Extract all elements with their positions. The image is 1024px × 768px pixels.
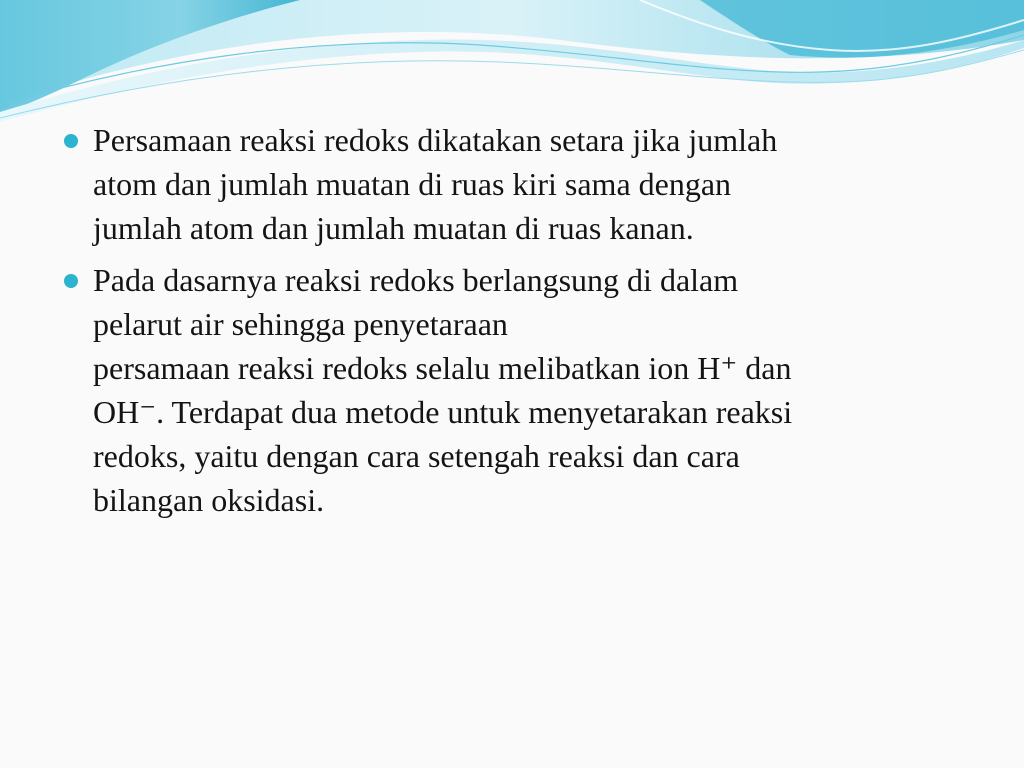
bullet-dot-icon bbox=[64, 274, 78, 288]
bullet-item bbox=[62, 118, 962, 250]
bullet-text: Pada dasarnya reaksi redoks berlangsung di dalam pelarut air sehingga penyetaraan persamaan reaksi redoks selalu melibatkan ion H⁺ dan OH⁻. Terdapat dua metode untuk menyetarakan reaksi redoks, yaitu dengan cara setengah reaksi dan cara bilangan oksidasi. bbox=[93, 262, 793, 518]
bullet-list bbox=[62, 118, 962, 522]
slide-content bbox=[62, 118, 962, 530]
bullet-item bbox=[62, 258, 962, 522]
wave-header-decoration bbox=[0, 0, 1024, 130]
bullet-text: Persamaan reaksi redoks dikatakan setara jika jumlah atom dan jumlah muatan di ruas kiri sama dengan jumlah atom dan jumlah muatan di ruas kanan. bbox=[93, 122, 778, 246]
bullet-dot-icon bbox=[64, 134, 78, 148]
